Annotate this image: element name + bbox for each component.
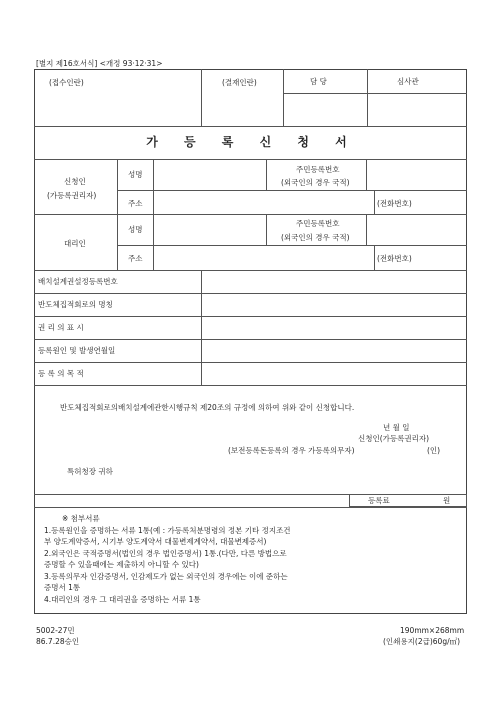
in-charge-label: 담 당	[310, 77, 327, 86]
applicant-sublabel: (가등록권리자)	[47, 191, 97, 200]
purpose-field[interactable]	[202, 363, 466, 384]
cause-date-field[interactable]	[202, 340, 466, 361]
form-number: [별지 제16호서식] <개정 93·12·31>	[36, 59, 163, 68]
approval-stamp-area: (결재인란)	[222, 78, 257, 87]
attachment-item: 4.대리인의 경우 그 대리권을 증명하는 서류 1통	[44, 595, 201, 604]
attachment-item: 증명할 수 있을때에는 제출하지 아니할 수 있다)	[44, 560, 199, 569]
cause-date-label: 등록원인 및 발생연월일	[38, 346, 116, 355]
agent-name-label: 성명	[128, 225, 143, 234]
fee-unit: 원	[443, 496, 451, 505]
attachment-item: 증명서 1통	[44, 583, 81, 592]
applicant-rrn-label: 주민등록번호	[296, 165, 340, 174]
circuit-name-label: 반도체집적회로의 명칭	[38, 300, 113, 309]
form-code: 5002-27민	[36, 626, 75, 635]
applicant-address-field[interactable]	[154, 191, 373, 213]
attachment-item: 3.등록의무자 인감증명서, 인감제도가 없는 외국인의 경우에는 이에 준하는	[44, 572, 288, 581]
fee-label: 등록료	[368, 496, 390, 505]
addressee: 특허청장 귀하	[67, 467, 113, 476]
paper-size: 190mm×268mm	[400, 626, 465, 635]
applicant-rrn-field[interactable]	[367, 160, 466, 189]
applicant-name-label: 성명	[128, 170, 143, 179]
obligor-note: (보전등록돈등록의 경우 가등록의무자)	[228, 446, 355, 455]
declaration-statement: 반도체집적회로의배치설계에관한시행규칙 제20조의 규정에 의하여 위와 같이 신청합니다.	[60, 403, 355, 412]
agent-address-label: 주소	[128, 254, 143, 263]
attachments-heading: ※ 첨부서류	[62, 514, 100, 523]
agent-rrn-note: (외국인의 경우 국적)	[281, 233, 350, 242]
applicant-name-field[interactable]	[154, 160, 265, 189]
agent-rrn-field[interactable]	[367, 215, 466, 244]
attachment-item: 부 양도계약증서, 시기부 양도계약서 대물변제계약서, 대물변제증서)	[44, 537, 267, 546]
agent-label: 대리인	[64, 239, 86, 248]
right-indication-field[interactable]	[202, 317, 466, 338]
purpose-label: 등 록 의 목 적	[38, 369, 84, 378]
seal-mark: (인)	[427, 446, 441, 455]
applicant-address-label: 주소	[128, 199, 143, 208]
agent-name-field[interactable]	[154, 215, 265, 244]
attachment-item: 1.등록원인을 증명하는 서류 1통(예 : 가등록처분명령의 정본 기타 정지조건	[44, 526, 291, 535]
right-indication-label: 권 리 의 표 시	[38, 323, 84, 332]
paper-spec: (인쇄용지(2급)60g/㎡)	[383, 637, 461, 646]
date-line: 년 월 일	[383, 423, 410, 432]
applicant-rrn-note: (외국인의 경우 국적)	[281, 178, 350, 187]
layout-reg-no-field[interactable]	[202, 271, 466, 292]
circuit-name-field[interactable]	[202, 294, 466, 315]
applicant-signature-label: 신청인(가등록권리자)	[358, 434, 430, 443]
form-title: 가 등 록 신 청 서	[146, 135, 358, 149]
approval-date: 86.7.28승인	[36, 637, 80, 646]
applicant-label: 신청인	[64, 177, 86, 186]
attachment-item: 2.외국인은 국적증명서(법인의 경우 법인증명서) 1통.(다만, 다른 방법으로	[44, 549, 287, 558]
agent-rrn-label: 주민등록번호	[296, 219, 340, 228]
agent-phone-label: (전화번호)	[377, 254, 412, 263]
layout-reg-no-label: 배치설계권설정등록번호	[38, 277, 118, 286]
receipt-stamp-area: (접수인란)	[49, 78, 84, 87]
applicant-phone-label: (전화번호)	[377, 199, 412, 208]
agent-address-field[interactable]	[154, 246, 373, 269]
examiner-label: 심사관	[397, 77, 419, 86]
